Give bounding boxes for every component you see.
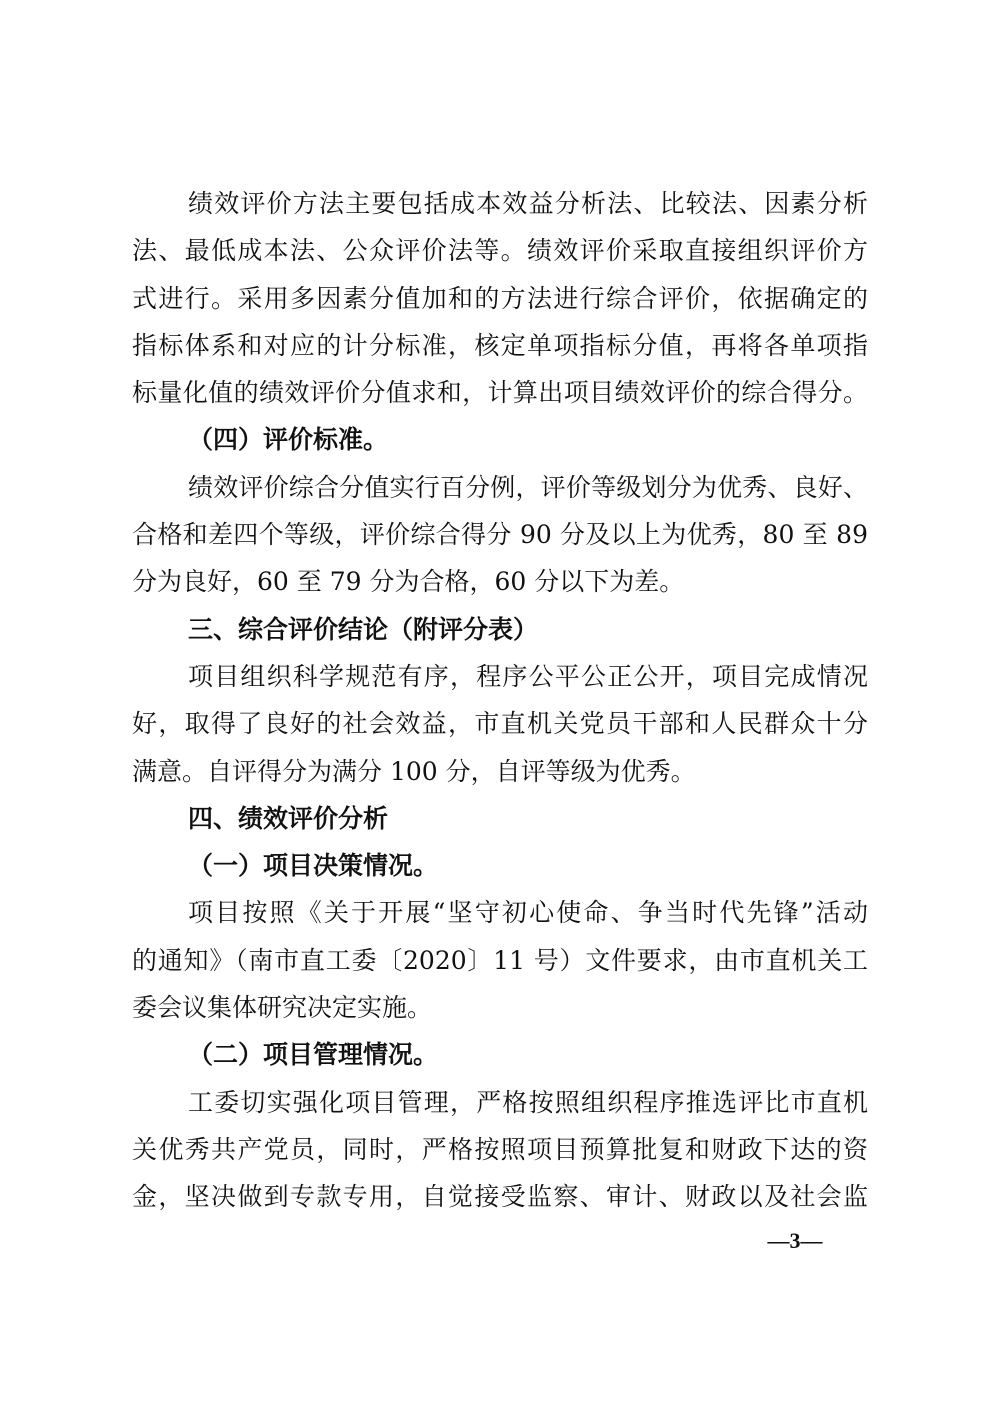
subheading-evaluation-standard: （四）评价标准。 [188,425,389,455]
paragraph-line: 委会议集体研究决定实施。 [132,993,433,1023]
paragraph-line: 金，坚决做到专款专用，自觉接受监察、审计、财政以及社会监 [132,1182,868,1212]
subheading-project-decision: （一）项目决策情况。 [188,851,439,881]
paragraph-line: 合格和差四个等级，评价综合得分 90 分及以上为优秀，80 至 89 [132,520,868,550]
paragraph-line: 项目组织科学规范有序，程序公平公正公开，项目完成情况 [188,661,868,691]
paragraph-line: 满意。自评得分为满分 100 分，自评等级为优秀。 [132,756,696,786]
paragraph-line: 分为良好，60 至 79 分为合格，60 分以下为差。 [132,567,685,597]
paragraph-line: 好，取得了良好的社会效益，市直机关党员干部和人民群众十分 [132,709,868,739]
heading-comprehensive-conclusion: 三、综合评价结论（附评分表） [188,614,539,644]
paragraph-line: 指标体系和对应的计分标准，核定单项指标分值，再将各单项指 [132,330,868,360]
paragraph-line: 标量化值的绩效评价分值求和，计算出项目绩效评价的综合得分。 [132,378,868,408]
paragraph-line: 绩效评价综合分值实行百分例，评价等级划分为优秀、良好、 [188,472,868,502]
paragraph-line: 项目按照《关于开展“坚守初心使命、争当时代先锋”活动 [188,898,868,928]
heading-performance-analysis: 四、绩效评价分析 [188,803,389,833]
paragraph-line: 关优秀共产党员，同时，严格按照项目预算批复和财政下达的资 [132,1134,868,1164]
paragraph-line: 式进行。采用多因素分值加和的方法进行综合评价，依据确定的 [132,283,868,313]
paragraph-line: 工委切实强化项目管理，严格按照组织程序推选评比市直机 [188,1087,868,1117]
paragraph-line: 绩效评价方法主要包括成本效益分析法、比较法、因素分析 [188,189,868,218]
page-number: —3— [767,1228,823,1253]
document-body [132,180,868,1221]
subheading-project-management: （二）项目管理情况。 [188,1040,439,1070]
paragraph-line: 的通知》（南市直工委〔2020〕11 号）文件要求，由市直机关工 [132,945,868,975]
paragraph-line: 法、最低成本法、公众评价法等。绩效评价采取直接组织评价方 [132,236,868,266]
